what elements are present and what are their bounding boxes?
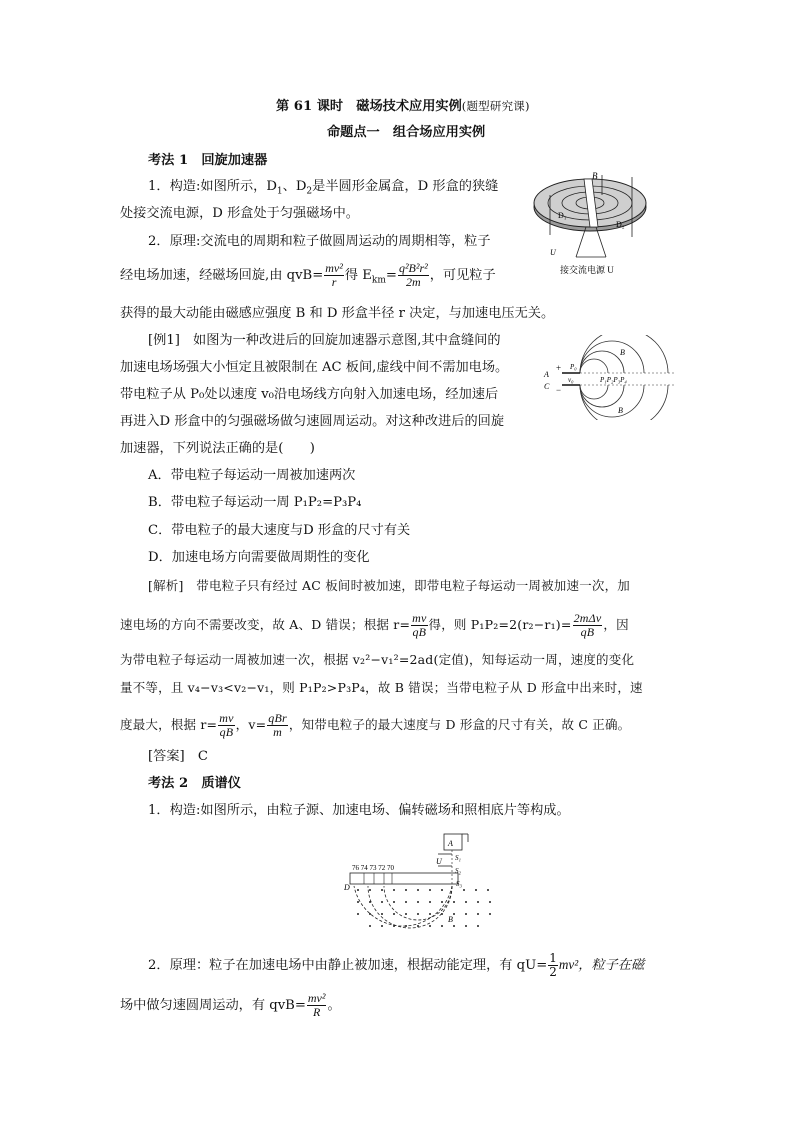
solution-line2: 速电场的方向不需要改变，故 A、D 错误；根据 r= $\frac{mv}{qB}$ 得，则 P₁P₂=2(r₂−r₁)= $\frac{\text{2mΔv}}{qB}$ ，因 (120, 611, 629, 639)
heading-mass-spectrometer: 考法 2 质谱仪 (148, 776, 241, 791)
cyclotron-principle-line3: 获得的最大动能由磁感应强度 B 和 D 形盒半径 r 决定，与加速电压无关。 (120, 306, 555, 321)
fig2-plus: + (556, 363, 562, 373)
fig1-d2: D₂ (616, 220, 625, 229)
fig2-c: C (544, 382, 550, 391)
fig2-a: A (544, 370, 549, 379)
fig1-d1: D₁ (558, 211, 567, 220)
fig3-a: A (448, 839, 453, 848)
improved-cyclotron-figure (540, 335, 680, 420)
option-a: A．带电粒子每运动一周被加速两次 (148, 468, 356, 483)
solution-line3: 为带电粒子每运动一周被加速一次，根据 v₂²−v₁²=2ad(定值)，知每运动一周，速度的变化 (120, 652, 635, 667)
example1-line1: [例1] 如图为一种改进后的回旋加速器示意图,其中盒缝间的 (148, 333, 501, 348)
fig3-b: B (448, 915, 453, 924)
fig3-s3: S₃ (456, 880, 462, 888)
fig2-b-bottom: B (618, 406, 623, 415)
solution-line4: 量不等，且 v₄−v₃<v₂−v₁，则 P₁P₂>P₃P₄，故 B 错误；当带电粒子从 D 形盒中出来时，速 (120, 680, 643, 695)
solution-line5: 度最大，根据 r= $\frac{mv}{qB}$ ，v= $\frac{\text{qBr}}{m}$ ，知带电粒子的最大速度与 D 形盒的尺寸有关，故 C 正确。 (120, 711, 631, 739)
mass-spec-structure: 1．构造:如图所示，由粒子源、加速电场、偏转磁场和照相底片等构成。 (148, 803, 570, 818)
cyclotron-principle-line1: 2．原理:交流电的周期和粒子做圆周运动的周期相等，粒子 (148, 234, 491, 249)
example1-line5: 加速器，下列说法正确的是( ) (120, 441, 315, 456)
mass-spectrometer-figure (344, 828, 504, 943)
example1-line4: 再进入D 形盒中的匀强磁场做匀速圆周运动。对这种改进后的回旋 (120, 414, 505, 429)
fig3-u: U (436, 857, 442, 866)
cyclotron-structure-line1: 1．构造:如图所示，$D_1$、$D_2$是半圆形金属盒，D 形盒的狭缝 (148, 179, 499, 197)
option-c: C．带电粒子的最大速度与D 形盒的尺寸有关 (148, 523, 411, 538)
section-title: 命题点一 组合场应用实例 (327, 125, 486, 140)
fig3-numbers: 76 74 73 72 70 (352, 864, 394, 872)
example1-line3: 带电粒子从 P₀处以速度 v₀沿电场线方向射入加速电场，经加速后 (120, 387, 499, 402)
fig2-minus: − (556, 385, 562, 395)
fig2-p-labels: P₁P₂P₃P₄ (600, 376, 627, 384)
fig1-label: 接交流电源 U (560, 265, 614, 275)
solution-line1: [解析] 带电粒子只有经过 AC 板间时被加速，即带电粒子每运动一周被加速一次，加 (148, 578, 630, 593)
page-title: 第 61 课时 磁场技术应用实例(题型研究课) (276, 99, 530, 114)
cyclotron-structure-line2: 处接交流电源，D 形盒处于匀强磁场中。 (120, 206, 359, 221)
option-d: D．加速电场方向需要做周期性的变化 (148, 550, 370, 565)
answer: [答案] C (148, 749, 208, 764)
fig3-d: D (344, 883, 350, 892)
cyclotron-principle-line2: 经电场加速，经磁场回旋,由 qvB= $\frac{\text{mv²}}{r}$ 得 $E_{km}=$ $\frac{\text{q²B²r²}}{2m}$ ，可见粒子 (120, 261, 496, 289)
fig3-s1: S₁ (455, 854, 461, 862)
fig3-s2: S₂ (455, 867, 461, 875)
fig1-b: B (592, 171, 598, 181)
fig2-v0: v₀ (568, 376, 574, 384)
fig2-p0: P₀ (570, 363, 577, 371)
heading-cyclotron: 考法 1 回旋加速器 (148, 153, 268, 168)
example1-line2: 加速电场场强大小恒定且被限制在 AC 板间,虚线中间不需加电场。 (120, 360, 509, 375)
mass-spec-principle-line1: 2．原理：粒子在加速电场中由静止被加速，根据动能定理，有 qU= $\frac{1}{2}$ mv²，粒子在磁 (148, 951, 645, 979)
fig1-u: U (550, 248, 556, 257)
fig2-b-top: B (620, 348, 625, 357)
cyclotron-figure (532, 165, 657, 280)
mass-spec-principle-line2: 场中做匀速圆周运动，有 qvB= $\frac{\text{mv²}}{R}$ 。 (120, 991, 341, 1019)
option-b: B．带电粒子每运动一周 P₁P₂=P₃P₄ (148, 495, 362, 510)
